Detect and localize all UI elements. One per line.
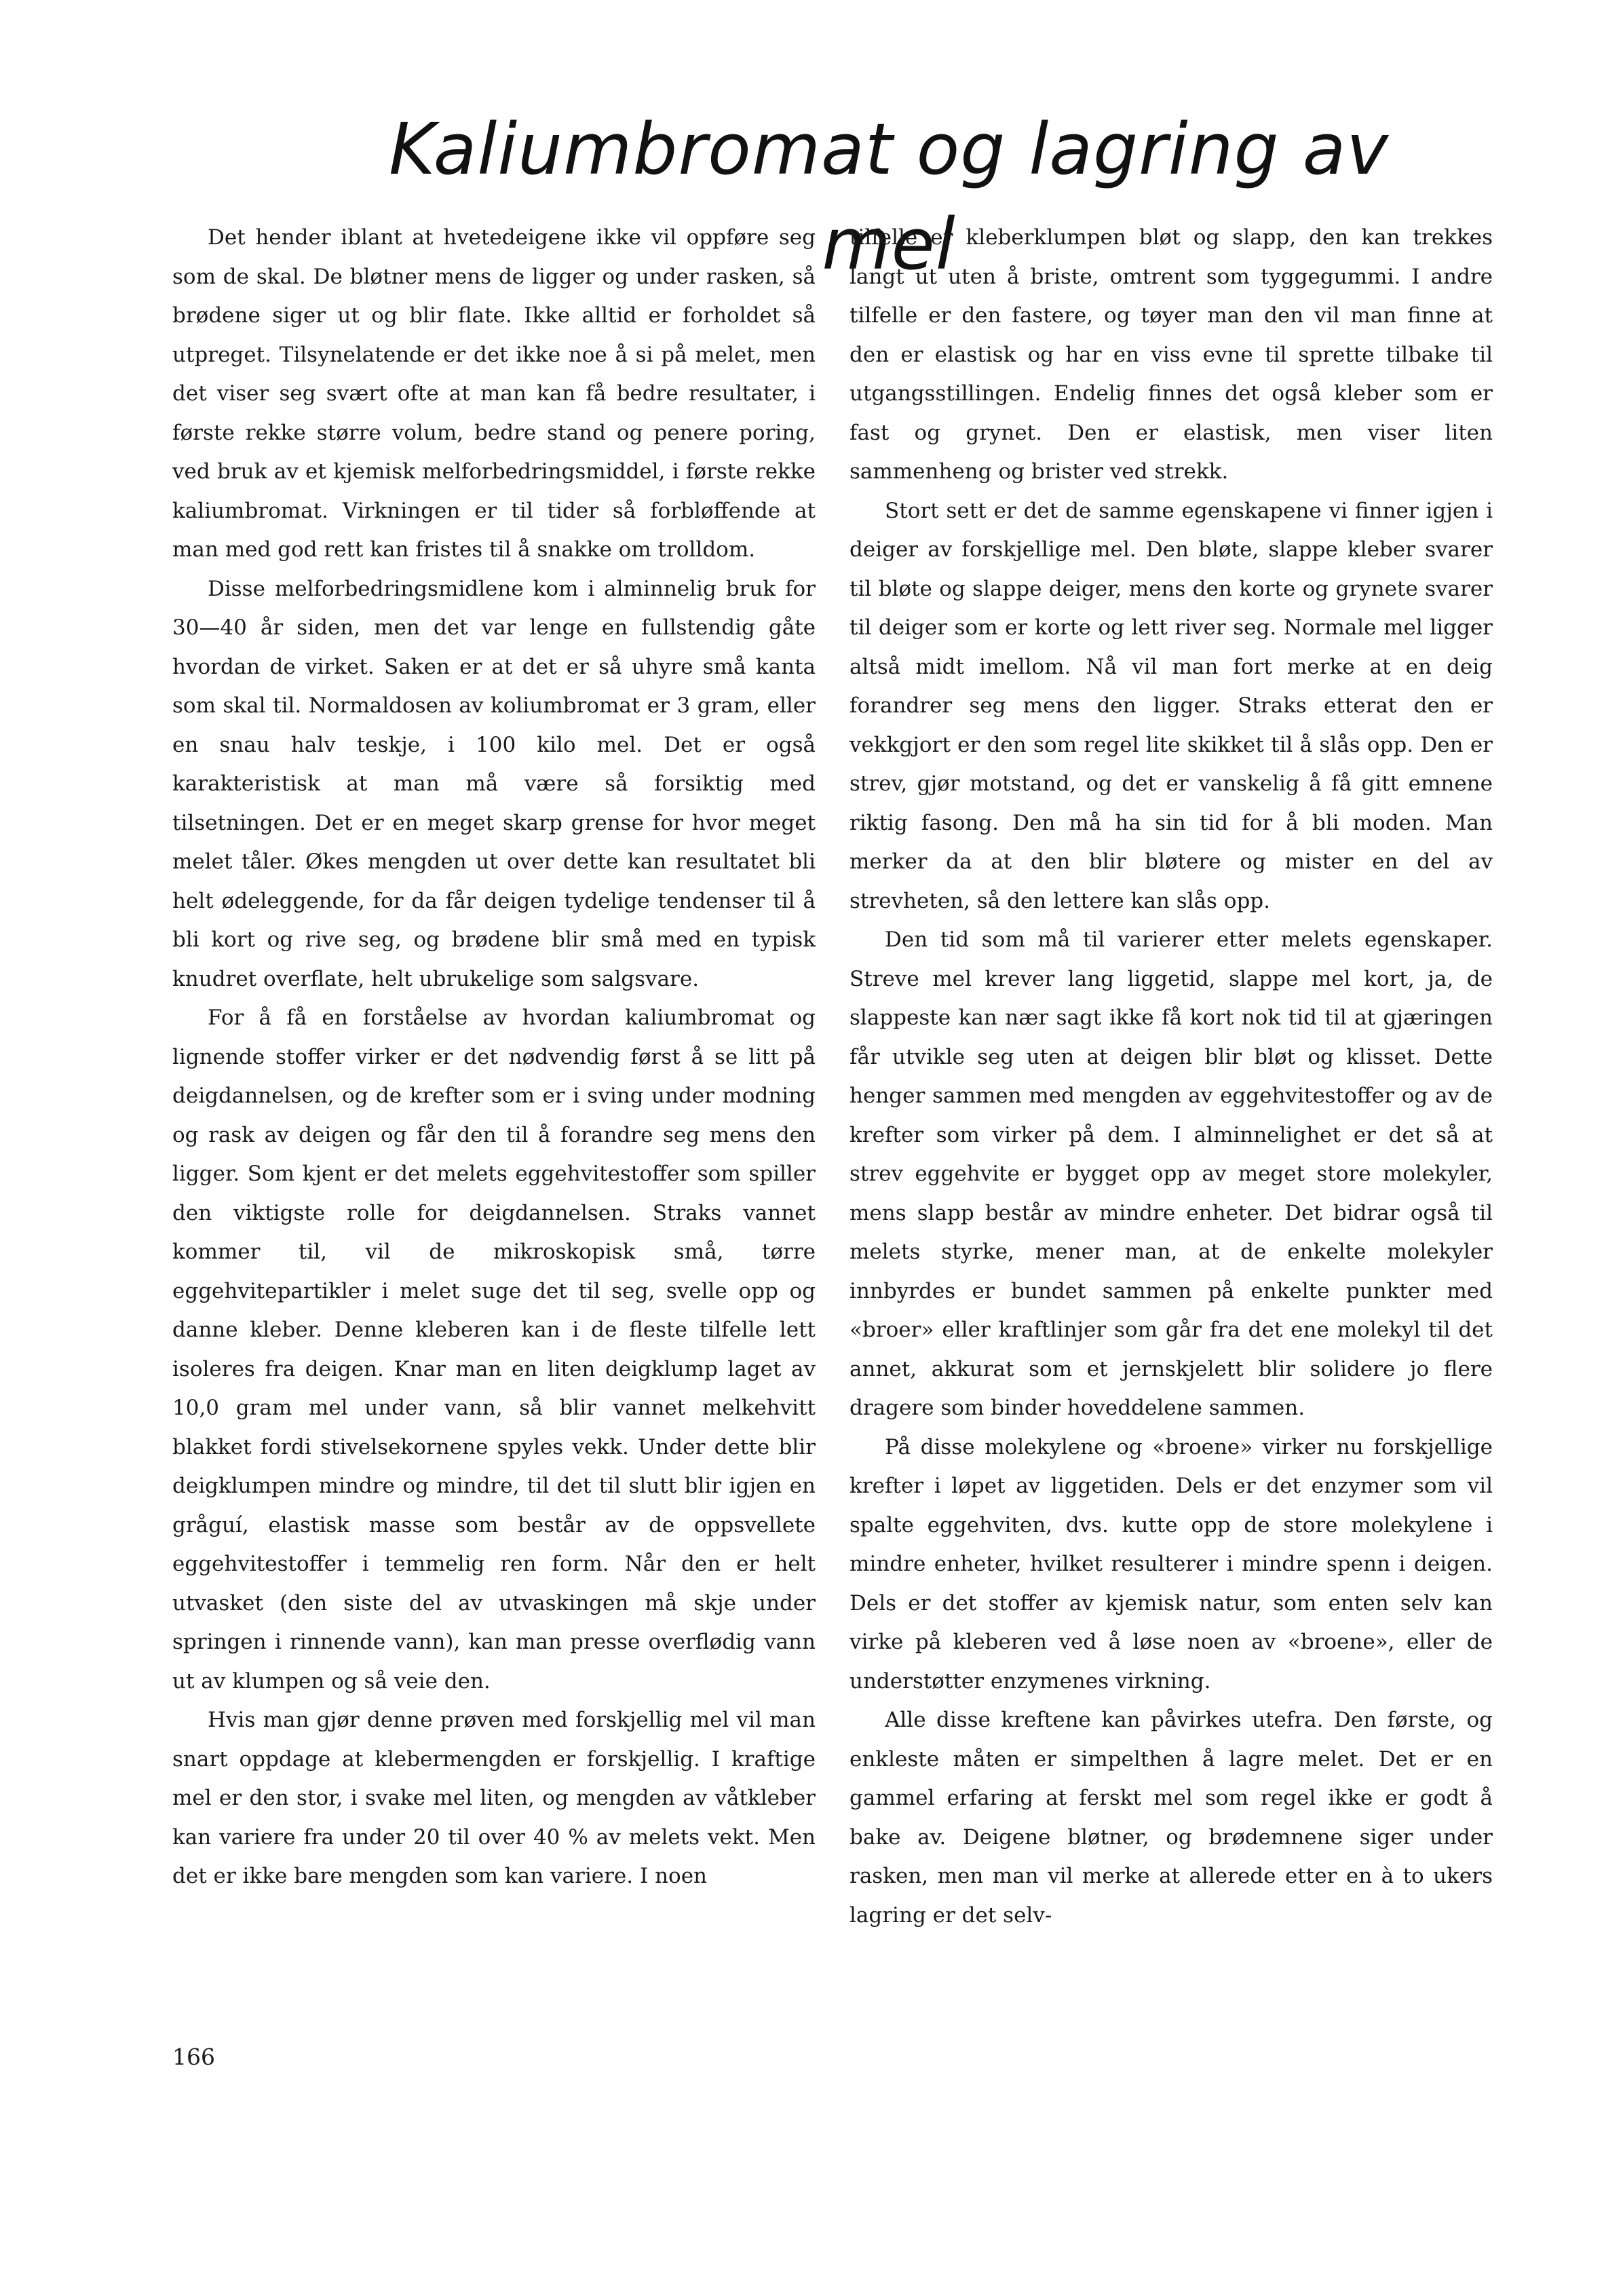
paragraph: Den tid som må til varierer etter melets egenskaper. Streve mel krever lang liggetid, slappe mel kort, ja, de slappeste kan nær sagt ikke få kort nok tid til at gjæringen får utvikle seg uten at deigen blir bløt og klisset. Dette henger sammen med mengden av eggehvitestoffer og av de krefter som virker på dem. I alminnelighet er det så at strev eggehvite er bygget opp av meget store molekyler, mens slapp består av mindre enheter. Det bidrar også til melets styrke, mener man, at de enkelte molekyler innbyrdes er bundet sammen på enkelte punkter med «broer» eller kraftlinjer som går fra det ene molekyl til det annet, akkurat som et jernskjelett blir solidere jo flere dragere som binder hoveddelene sammen. (849, 927, 1493, 1420)
paragraph: Hvis man gjør denne prøven med forskjellig mel vil man snart oppdage at klebermengden er forskjellig. I kraftige mel er den stor, i svake mel liten, og mengden av våtkleber kan variere fra under 20 til over 40 % av melets vekt. Men det er ikke bare mengden som kan variere. I noen (172, 1708, 816, 1888)
paragraph: På disse molekylene og «broene» virker nu forskjellige krefter i løpet av liggetiden. Dels er det enzymer som vil spalte eggehviten, dvs. kutte opp de store molekylene i mindre enheter, hvilket resulterer i mindre spenn i deigen. Dels er det stoffer av kjemisk natur, som enten selv kan virke på kleberen ved å løse noen av «broene», eller de understøtter enzymenes virkning. (849, 1434, 1493, 1694)
left-column (172, 218, 816, 1896)
paragraph: Alle disse kreftene kan påvirkes utefra. Den første, og enkleste måten er simpelthen å lagre melet. Det er en gammel erfaring at ferskt mel som regel ikke er godt å bake av. Deigene bløtner, og brødemnene siger under rasken, men man vil merke at allerede etter en à to ukers lagring er det selv- (849, 1708, 1493, 1928)
paragraph: Det hender iblant at hvetedeigene ikke vil oppføre seg som de skal. De bløtner mens de ligger og under rasken, så brødene siger ut og blir flate. Ikke alltid er forholdet så utpreget. Tilsynelatende er det ikke noe å si på melet, men det viser seg svært ofte at man kan få bedre resultater, i første rekke større volum, bedre stand og penere poring, ved bruk av et kjemisk melforbedringsmiddel, i første rekke kaliumbromat. Virkningen er til tider så forbløffende at man med god rett kan fristes til å snakke om trolldom. (172, 225, 816, 562)
paragraph-continuation: tilfelle er kleberklumpen bløt og slapp, den kan trekkes langt ut uten å briste, omtrent som tyggegummi. I andre tilfelle er den fastere, og tøyer man den vil man finne at den er elastisk og har en viss evne til sprette tilbake til utgangsstillingen. Endelig finnes det også kleber som er fast og grynet. Den er elastisk, men viser liten sammenheng og brister ved strekk. (849, 225, 1493, 484)
page-number: 166 (172, 2044, 215, 2070)
right-column (849, 218, 1493, 1935)
article-title: Kaliumbromat og lagring av mel (389, 108, 1389, 286)
paragraph: For å få en forståelse av hvordan kaliumbromat og lignende stoffer virker er det nødvendig først å se litt på deigdannelsen, og de krefter som er i sving under modning og rask av deigen og får den til å forandre seg mens den ligger. Som kjent er det melets eggehvitestoffer som spiller den viktigste rolle for deigdannelsen. Straks vannet kommer til, vil de mikroskopisk små, tørre eggehvitepartikler i melet suge det til seg, svelle opp og danne kleber. Denne kleberen kan i de fleste tilfelle lett isoleres fra deigen. Knar man en liten deigklump laget av 10,0 gram mel under vann, så blir vannet melkehvitt blakket fordi stivelsekornene spyles vekk. Under dette blir deigklumpen mindre og mindre, til det til slutt blir igjen en gråguí, elastisk masse som består av de oppsvellete eggehvitestoffer i temmelig ren form. Når den er helt utvasket (den siste del av utvaskingen må skje under springen i rinnende vann), kan man presse overflødig vann ut av klumpen og så veie den. (172, 1006, 816, 1694)
paragraph: Disse melforbedringsmidlene kom i alminnelig bruk for 30—40 år siden, men det var lenge en fullstendig gåte hvordan de virket. Saken er at det er så uhyre små kanta som skal til. Normaldosen av koliumbromat er 3 gram, eller en snau halv teskje, i 100 kilo mel. Det er også karakteristisk at man må være så forsiktig med tilsetningen. Det er en meget skarp grense for hvor meget melet tåler. Økes mengden ut over dette kan resultatet bli helt ødeleggende, for da får deigen tydelige tendenser til å bli kort og rive seg, og brødene blir små med en typisk knudret overflate, helt ubrukelige som salgsvare. (172, 576, 816, 991)
paragraph: Stort sett er det de samme egenskapene vi finner igjen i deiger av forskjellige mel. Den bløte, slappe kleber svarer til bløte og slappe deiger, mens den korte og grynete svarer til deiger som er korte og lett river seg. Normale mel ligger altså midt imellom. Nå vil man fort merke at en deig forandrer seg mens den ligger. Straks etterat den er vekkgjort er den som regel lite skikket til å slås opp. Den er strev, gjør motstand, og det er vanskelig å få gitt emnene riktig fasong. Den må ha sin tid for å bli moden. Man merker da at den blir bløtere og mister en del av strevheten, så den lettere kan slås opp. (849, 498, 1493, 913)
